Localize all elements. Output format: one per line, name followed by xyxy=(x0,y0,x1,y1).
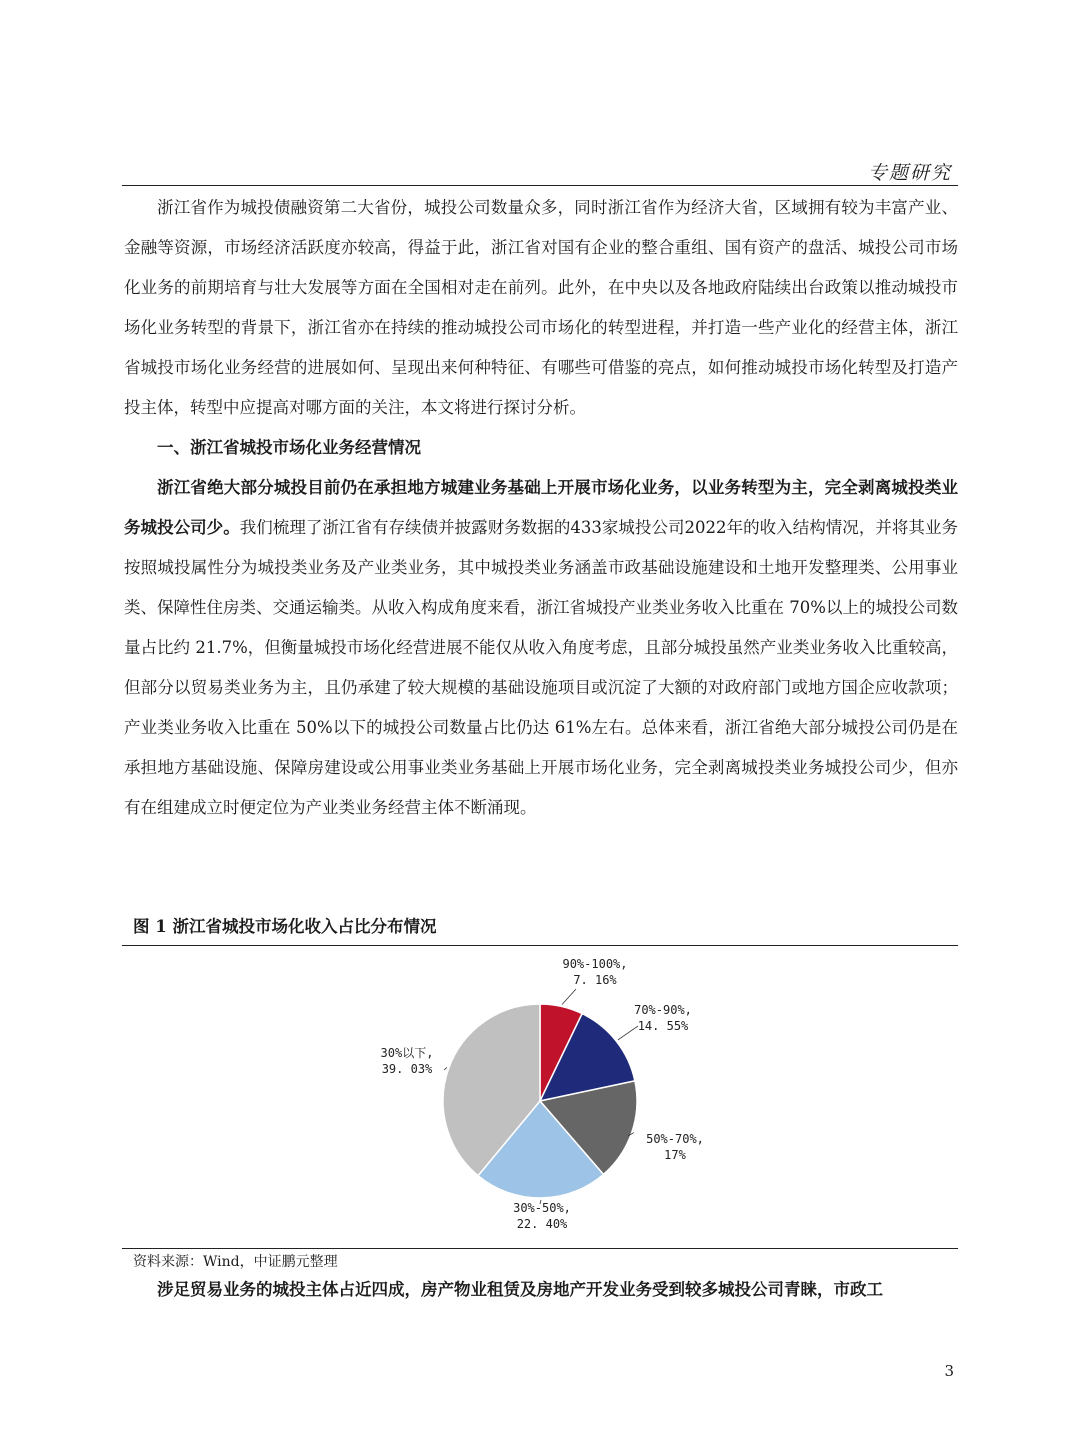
slice-label-3: 50%-70%, 17% xyxy=(646,1132,704,1162)
figure-rule-bottom xyxy=(122,1248,958,1249)
header-rule xyxy=(122,185,958,186)
leader-line-1 xyxy=(562,989,576,1004)
paragraph-2-lead: 浙江省绝大部分城投目前仍在承担地方城建业务基础上开展市场化业务，以业务转型为主，完全剥离城投类业务城投公司少。 xyxy=(124,478,958,537)
paragraph-2-body: 我们梳理了浙江省有存续债并披露财务数据的433家城投公司2022年的收入结构情况，并将其业务按照城投属性分为城投类业务及产业类业务，其中城投类业务涵盖市政基础设施建设和土地开发整理类、公用事业类、保障性住房类、交通运输类。从收入构成角度来看，浙江省城投产业类业务收入比重在 70%以上的城投公司数量占比约 21.7%，但衡量城投市场化经营进展不能仅从收入角度考虑，且部分城投虽然产业类业务收入比重较高，但部分以贸易类业务为主，且仍承建了较大规模的基础设施项目或沉淀了大额的对政府部门或地方国企应收款项；产业类业务收入比重在 50%以下的城投公司数量占比仍达 61%左右。总体来看，浙江省绝大部分城投公司仍是在承担地方基础设施、保障房建设或公用事业类业务基础上开展市场化业务，完全剥离城投类业务城投公司少，但亦有在组建成立时便定位为产业类业务经营主体不断涌现。 xyxy=(124,518,958,817)
paragraph-2 xyxy=(124,468,958,828)
section-heading: 一、浙江省城投市场化业务经营情况 xyxy=(157,438,421,457)
paragraph-3: 涉足贸易业务的城投主体占近四成，房产物业租赁及房地产开发业务受到较多城投公司青睐，市政工 xyxy=(157,1280,883,1299)
header-title: 专题研究 xyxy=(867,162,952,184)
intro-paragraph: 浙江省作为城投债融资第二大省份，城投公司数量众多，同时浙江省作为经济大省，区域拥有较为丰富产业、金融等资源，市场经济活跃度亦较高，得益于此，浙江省对国有企业的整合重组、国有资产的盘活、城投公司市场化业务的前期培育与壮大发展等方面在全国相对走在前列。此外，在中央以及各地政府陆续出台政策以推动城投市场化业务转型的背景下，浙江省亦在持续的推动城投公司市场化的转型进程，并打造一些产业化的经营主体，浙江省城投市场化业务经营的进展如何、呈现出来何种特征、有哪些可借鉴的亮点，如何推动城投市场化转型及打造产投主体，转型中应提高对哪方面的关注，本文将进行探讨分析。 xyxy=(124,198,958,417)
figure-caption: 图 1 浙江省城投市场化收入占比分布情况 xyxy=(133,917,437,936)
pie-chart xyxy=(122,946,958,1246)
slice-label-1: 90%-100%, 7. 16% xyxy=(562,957,628,987)
slice-label-4: 30%-50%, 22. 40% xyxy=(513,1201,571,1231)
body-content xyxy=(124,188,958,828)
leader-line-2 xyxy=(618,1026,638,1040)
figure-source: 资料来源：Wind，中证鹏元整理 xyxy=(133,1254,338,1270)
slice-label-5: 30%以下, 39. 03% xyxy=(380,1046,434,1076)
leader-line-5 xyxy=(444,1067,447,1070)
slice-label-2: 70%-90%, 14. 55% xyxy=(634,1003,692,1033)
page-number: 3 xyxy=(944,1362,954,1380)
